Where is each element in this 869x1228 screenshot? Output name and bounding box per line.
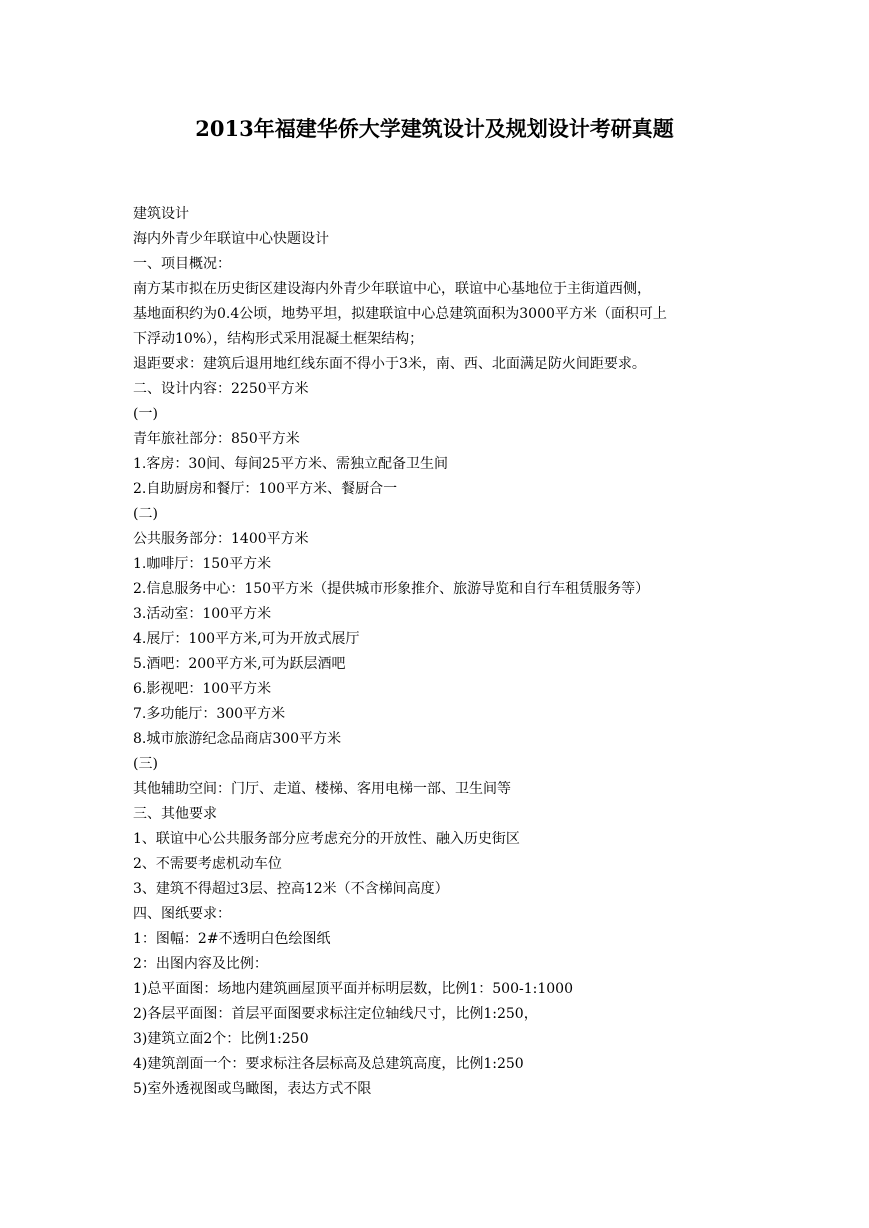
body-line: (一) [133,406,158,422]
body-line: 退距要求：建筑后退用地红线东面不得小于3米，南、西、北面满足防火间距要求。 [133,356,646,372]
body-line: 公共服务部分：1400平方米 [133,531,309,547]
body-line: 1：图幅：2#不透明白色绘图纸 [133,931,331,947]
body-line: 海内外青少年联谊中心快题设计 [133,231,329,247]
document-body [133,202,733,1102]
body-line: 6.影视吧：100平方米 [133,681,272,697]
body-line: 1、联谊中心公共服务部分应考虑充分的开放性、融入历史街区 [133,831,520,847]
body-line: 7.多功能厅：300平方米 [133,706,286,722]
body-line: 三、其他要求 [133,806,217,822]
body-line: 1.客房：30间、每间25平方米、需独立配备卫生间 [133,456,448,472]
body-line: 5.酒吧：200平方米,可为跃层酒吧 [133,656,346,672]
body-line: 2)各层平面图：首层平面图要求标注定位轴线尺寸，比例1:250， [133,1006,538,1022]
body-line: 四、图纸要求： [133,906,231,922]
body-line: 5)室外透视图或鸟瞰图，表达方式不限 [133,1081,372,1097]
body-line: 2、不需要考虑机动车位 [133,856,282,872]
body-line: (三) [133,756,158,772]
body-line: 南方某市拟在历史街区建设海内外青少年联谊中心，联谊中心基地位于主街道西侧， [133,281,651,297]
body-line: 1)总平面图：场地内建筑画屋顶平面并标明层数，比例1：500-1:1000 [133,981,573,997]
body-line: 3.活动室：100平方米 [133,606,272,622]
body-line: (二) [133,506,158,522]
body-line: 3、建筑不得超过3层、控高12米（不含梯间高度） [133,881,449,897]
body-line: 青年旅社部分：850平方米 [133,431,300,447]
body-line: 1.咖啡厅：150平方米 [133,556,272,572]
body-line: 4.展厅：100平方米,可为开放式展厅 [133,631,360,647]
body-line: 2：出图内容及比例： [133,956,268,972]
body-line: 4)建筑剖面一个：要求标注各层标高及总建筑高度，比例1:250 [133,1056,524,1072]
body-line: 基地面积约为0.4公顷，地势平坦，拟建联谊中心总建筑面积为3000平方米（面积可上 [133,306,667,322]
body-line: 2.自助厨房和餐厅：100平方米、餐厨合一 [133,481,398,497]
body-line: 2.信息服务中心：150平方米（提供城市形象推介、旅游导览和自行车租赁服务等） [133,581,650,597]
body-line: 8.城市旅游纪念品商店300平方米 [133,731,342,747]
body-line: 一、项目概况： [133,256,231,272]
body-line: 二、设计内容：2250平方米 [133,381,309,397]
body-line: 下浮动10%），结构形式采用混凝土框架结构； [133,331,424,347]
body-line: 3)建筑立面2个：比例1:250 [133,1031,309,1047]
body-line: 建筑设计 [133,206,189,222]
body-line: 其他辅助空间：门厅、走道、楼梯、客用电梯一部、卫生间等 [133,781,511,797]
document-title: 2013年福建华侨大学建筑设计及规划设计考研真题 [195,116,674,141]
